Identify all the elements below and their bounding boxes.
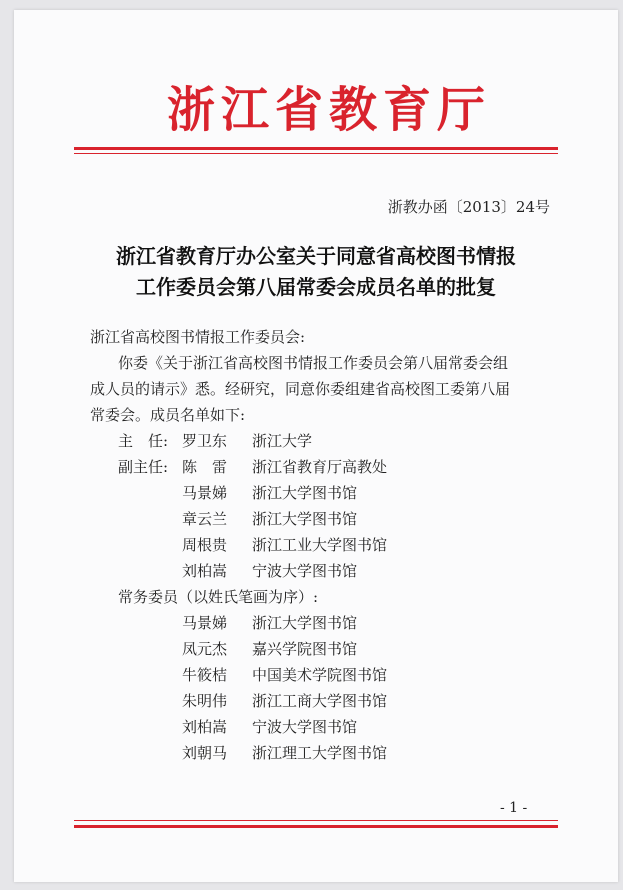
- member-name: 朱明伟: [182, 692, 228, 710]
- footer-rule-thick: [74, 825, 558, 828]
- member-name: 马景娣: [182, 484, 228, 502]
- member-name: 章云兰: [182, 510, 228, 528]
- member-unit: 中国美术学院图书馆: [252, 666, 388, 684]
- masthead-rule-thin: [74, 153, 558, 154]
- paragraph-line: 成人员的请示》悉。经研究，同意你委组建省高校图工委第八届: [90, 380, 511, 398]
- member-name: 牛筱桔: [182, 666, 228, 684]
- masthead-rule-thick: [74, 147, 558, 150]
- member-name: 陈 雷: [182, 458, 228, 476]
- salutation: 浙江省高校图书情报工作委员会:: [90, 328, 306, 346]
- member-name: 周根贵: [182, 536, 228, 554]
- member-role: 主 任:: [118, 432, 169, 450]
- member-name: 刘柏嵩: [182, 718, 228, 736]
- member-unit: 浙江省教育厅高教处: [252, 458, 388, 476]
- member-name: 马景娣: [182, 614, 228, 632]
- member-unit: 嘉兴学院图书馆: [252, 640, 358, 658]
- member-unit: 宁波大学图书馆: [252, 562, 358, 580]
- member-unit: 浙江大学图书馆: [252, 510, 358, 528]
- masthead-title: 浙江省教育厅: [166, 82, 491, 138]
- page-number: - 1 -: [500, 800, 528, 816]
- footer-rule-thin: [74, 820, 558, 821]
- member-unit: 宁波大学图书馆: [252, 718, 358, 736]
- paragraph-line: 常委会。成员名单如下:: [90, 406, 246, 424]
- member-unit: 浙江工商大学图书馆: [252, 692, 388, 710]
- member-name: 刘朝马: [182, 744, 228, 762]
- member-role: 副主任:: [118, 458, 169, 476]
- member-unit: 浙江大学: [252, 432, 313, 450]
- member-unit: 浙江大学图书馆: [252, 484, 358, 502]
- document-title-line-1: 浙江省教育厅办公室关于同意省高校图书情报: [116, 244, 516, 268]
- member-unit: 浙江理工大学图书馆: [252, 744, 388, 762]
- member-unit: 浙江工业大学图书馆: [252, 536, 388, 554]
- member-unit: 浙江大学图书馆: [252, 614, 358, 632]
- document-page: [14, 10, 618, 882]
- member-name: 凤元杰: [182, 640, 228, 658]
- document-title-line-2: 工作委员会第八届常委会成员名单的批复: [136, 275, 496, 299]
- standing-members-header: 常务委员（以姓氏笔画为序）:: [118, 588, 319, 606]
- paragraph-line: 你委《关于浙江省高校图书情报工作委员会第八届常委会组: [118, 354, 509, 372]
- member-name: 刘柏嵩: [182, 562, 228, 580]
- document-number: 浙教办函〔2013〕24号: [387, 198, 550, 216]
- member-name: 罗卫东: [182, 432, 228, 450]
